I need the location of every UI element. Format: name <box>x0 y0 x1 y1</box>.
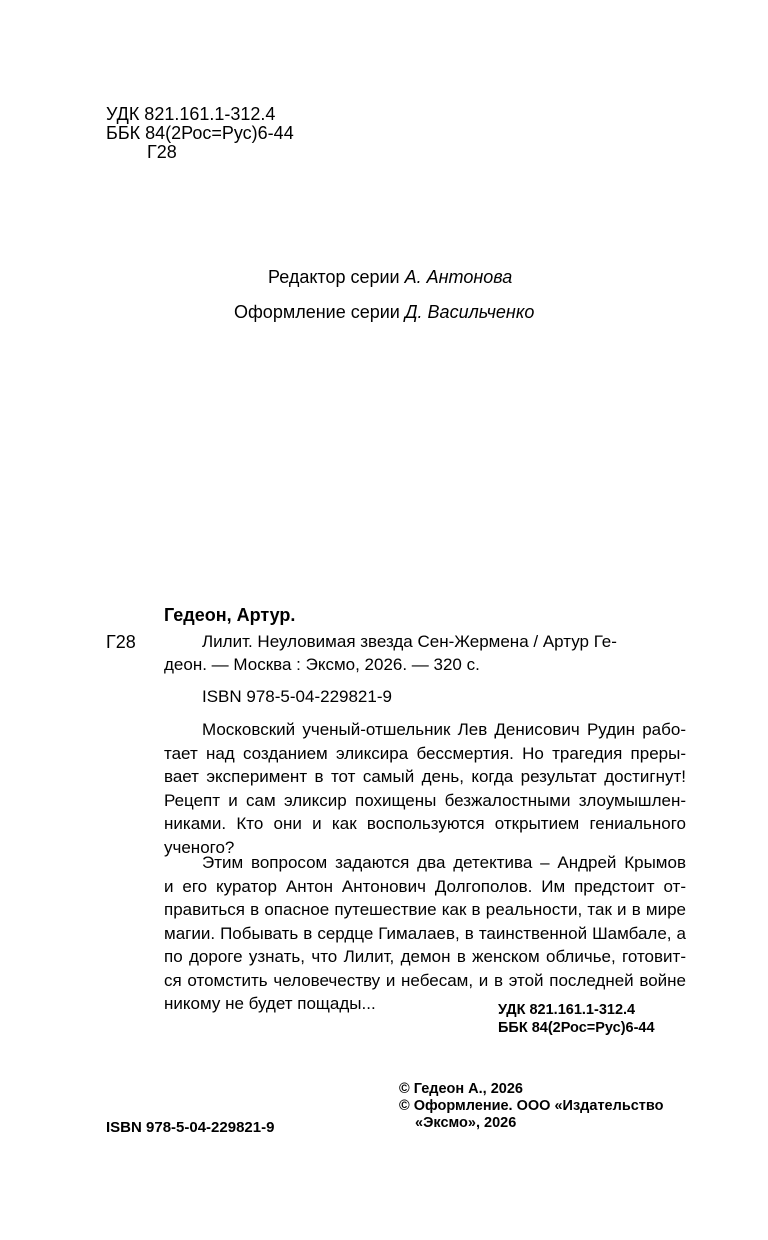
annotation-paragraph-1 <box>164 718 686 859</box>
series-editor-name: А. Антонова <box>404 267 513 287</box>
annotation-p2-line: и его куратор Антон Антонович Долгополов. Им предстоит от- <box>164 876 686 896</box>
catalog-author-heading: Гедеон, Артур. <box>164 605 296 625</box>
annotation-p2-line: магии. Побывать в сердце Гималаев, в таинственной Шамбале, а <box>164 923 686 943</box>
catalog-title-line-2: деон. — Москва : Эксмо, 2026. — 320 с. <box>164 655 480 674</box>
annotation-p2-line: Этим вопросом задаются два детектива – Андрей Крымов <box>202 853 686 872</box>
copyright-author: © Гедеон А., 2026 <box>399 1081 523 1097</box>
udk-code-bottom: УДК 821.161.1-312.4 <box>498 1002 636 1018</box>
annotation-p1-line: Рецепт и сам эликсир похищены безжалостными злоумышлен- <box>164 790 686 810</box>
series-editor-label: Редактор серии <box>268 267 400 287</box>
annotation-p1-line: Московский ученый-отшельник Лев Денисович Рудин рабо- <box>202 720 686 739</box>
copyright-design-cont: «Эксмо», 2026 <box>415 1115 517 1131</box>
udk-code-top: УДК 821.161.1-312.4 <box>106 104 276 124</box>
catalog-author-mark: Г28 <box>106 632 136 652</box>
bbk-code-bottom: ББК 84(2Рос=Рус)6-44 <box>498 1020 655 1036</box>
annotation-p1-line: никами. Кто они и как воспользуются открытием гениального <box>164 814 686 833</box>
series-design-credit <box>234 301 534 323</box>
copyright-design: © Оформление. ООО «Издательство <box>399 1098 664 1114</box>
bbk-code-top: ББК 84(2Рос=Рус)6-44 <box>106 123 294 143</box>
annotation-p2-line: правиться в опасное путешествие как в реальности, так и в мире <box>164 900 686 919</box>
catalog-isbn: ISBN 978-5-04-229821-9 <box>202 687 392 706</box>
annotation-p1-line: ученого? <box>164 837 235 857</box>
annotation-paragraph-2 <box>164 851 686 1016</box>
series-design-label: Оформление серии <box>234 302 400 322</box>
annotation-p1-line: вает эксперимент в тот самый день, когда результат достигнут! <box>164 767 686 786</box>
annotation-p2-line: ся отомстить человечеству и небесам, и в этой последней войне <box>164 970 686 990</box>
catalog-title-line-1: Лилит. Неуловимая звезда Сен-Жермена / Артур Ге- <box>202 632 617 651</box>
series-design-name: Д. Васильченко <box>404 302 535 322</box>
annotation-p2-line: по дороге узнать, что Лилит, демон в женском обличье, готовит- <box>164 947 686 966</box>
series-editor-credit <box>268 266 512 288</box>
author-mark-top: Г28 <box>147 142 177 162</box>
isbn-bottom: ISBN 978-5-04-229821-9 <box>106 1119 275 1136</box>
annotation-p2-line: никому не будет пощады... <box>164 994 376 1013</box>
annotation-p1-line: тает над созданием эликсира бессмертия. Но трагедия преры- <box>164 743 686 763</box>
